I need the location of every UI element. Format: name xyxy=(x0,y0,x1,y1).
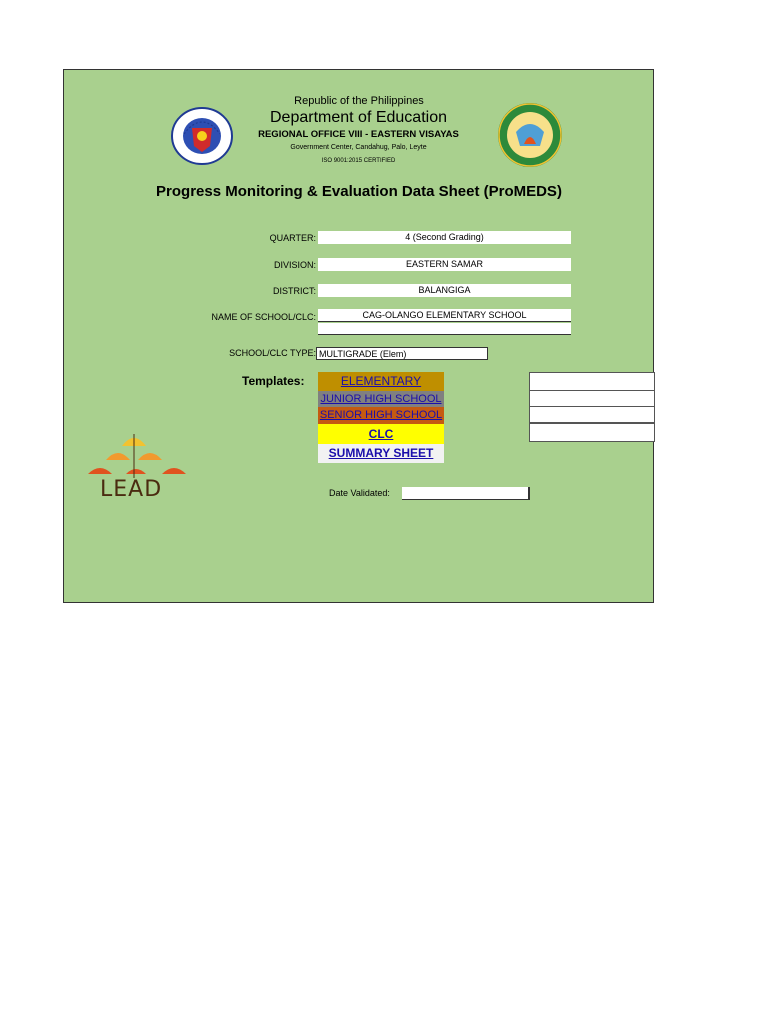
school-type-label: SCHOOL/CLC TYPE: xyxy=(229,348,316,358)
school-name-field-extra[interactable] xyxy=(318,323,571,335)
date-validated-label: Date Validated: xyxy=(329,488,390,498)
division-field[interactable]: EASTERN SAMAR xyxy=(318,258,571,271)
date-validated-field[interactable] xyxy=(402,487,530,500)
template-elementary-link[interactable]: ELEMENTARY xyxy=(318,372,444,391)
division-label: DIVISION: xyxy=(273,260,316,270)
worksheet xyxy=(63,69,654,603)
blank-cell[interactable] xyxy=(529,390,655,407)
blank-cell[interactable] xyxy=(529,423,655,442)
template-summary-sheet-link[interactable]: SUMMARY SHEET xyxy=(318,444,444,463)
templates-label: Templates: xyxy=(242,374,305,388)
school-name-field[interactable]: CAG-OLANGO ELEMENTARY SCHOOL xyxy=(318,309,571,322)
office-address: Government Center, Candahug, Palo, Leyte xyxy=(290,144,427,151)
district-label: DISTRICT: xyxy=(272,286,316,296)
regional-office: REGIONAL OFFICE VIII - EASTERN VISAYAS xyxy=(258,129,459,140)
school-type-field[interactable]: MULTIGRADE (Elem) xyxy=(316,347,488,360)
quarter-label: QUARTER: xyxy=(269,233,316,243)
quarter-field[interactable]: 4 (Second Grading) xyxy=(318,231,571,244)
template-senior-high-link[interactable]: SENIOR HIGH SCHOOL xyxy=(318,407,444,424)
republic-text: Republic of the Philippines xyxy=(294,95,424,107)
page-title: Progress Monitoring & Evaluation Data Sheet (ProMEDS) xyxy=(156,183,562,200)
blank-cell[interactable] xyxy=(529,372,655,391)
project-lead-logo-icon xyxy=(86,426,190,482)
template-clc-link[interactable]: CLC xyxy=(318,424,444,444)
district-field[interactable]: BALANGIGA xyxy=(318,284,571,297)
template-junior-high-link[interactable]: JUNIOR HIGH SCHOOL xyxy=(318,391,444,407)
department-name: Department of Education xyxy=(270,109,447,126)
school-name-label: NAME OF SCHOOL/CLC: xyxy=(211,312,316,322)
lead-logo-text: LEAD xyxy=(100,477,163,502)
blank-cell[interactable] xyxy=(529,406,655,423)
iso-certification: ISO 9001:2015 CERTIFIED xyxy=(321,158,396,164)
